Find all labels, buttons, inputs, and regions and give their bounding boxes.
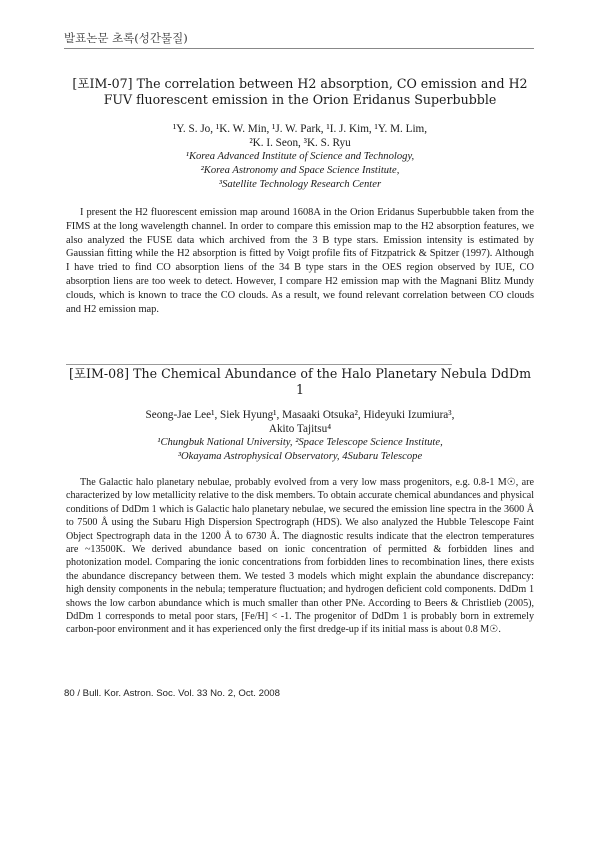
abstract-title: [포IM-07] The correlation between H2 absorption, CO emission and H2 FUV fluorescent emission in the Orion Eridanus Superbubble (72, 76, 528, 107)
running-head: 발표논문 초록(성간물질) (64, 31, 188, 45)
abstract-title: [포IM-08] The Chemical Abundance of the Halo Planetary Nebula DdDm 1 (68, 366, 532, 397)
author-list (66, 122, 534, 150)
affiliation-list (66, 436, 534, 464)
author-line: ¹Y. S. Jo, ¹K. W. Min, ¹J. W. Park, ¹I. J. Kim, ¹Y. M. Lim, (172, 123, 428, 135)
affiliation-line: ³Satellite Technology Research Center (218, 179, 382, 190)
affiliation-line: ³Okayama Astrophysical Observatory, 4Subaru Telescope (177, 451, 423, 462)
affiliation-line: ¹Korea Advanced Institute of Science and Technology, (185, 151, 415, 162)
author-list (66, 408, 534, 436)
abstract-im-08 (66, 366, 534, 637)
abstract-body: I present the H2 fluorescent emission map around 1608A in the Orion Eridanus Superbubble taken from the FIMS at the long wavelength channel. In order to compare this emission map to the H2 absorption features, we also analyzed the FUSE data which archived from the 3 B type stars. Emission intensity is estimated by Gaussian fitting while the H2 absorption is fitted by Voigt profile fits of Fitzpatrick & Spitzer (1997). Although I have tried to find CO absorption liens of the 34 B type stars in the OES region observed by IUE, CO absorption liens are too week to detect. However, I compare H2 emission map with the Magnani Blitz Mundy clouds, which is known to trace the CO clouds. As a result, we found relevant correlation between CO clouds and H2 emission map. (66, 207, 534, 315)
affiliation-line: ¹Chungbuk National University, ²Space Telescope Science Institute, (157, 437, 443, 448)
header-rule (64, 48, 534, 49)
abstract-body: The Galactic halo planetary nebulae, probably evolved from a very low mass progenitors, e.g. 0.8-1 M☉, are characterized by low metallicity relative to the disk members. To obtain accurate chemical abundances and physical conditions of DdDm 1 which is Galactic halo planetary nebulae, we secured the emission line spectra in the 3600 Å to 7500 Å using the Subaru High Dispersion Spectrograph (HDS). We also analyzed the Hubble Telescope Faint Object Spectrograph data in the 1200 Å to 6730 Å. The diagnostic results indicate that the electron temperatures are ~13500K. We derived abundance based on ionic concentration of permitted & forbidden lines and photonization model. Comparing the ionic concentrations from forbidden lines to recombination lines, there exists the abundance discrepancy between them. We tested 3 models which might explain the abundance discrepancy: high density components in the nebula; temperature fluctuation; and hydrogen deficient cold components. DdDm 1 shows the low carbon abundance which is much smaller than other PNe. According to Beers & Christlieb (2005), DdDm 1 corresponds to metal poor stars, [Fe/H] < -1. The progenitor of DdDm 1 is probably born in extremely carbon-poor environment and it has experienced only the first dredge-up if its initial mass is about 0.8 M☉. (66, 477, 534, 636)
page-footer: 80 / Bull. Kor. Astron. Soc. Vol. 33 No. 2, Oct. 2008 (64, 688, 280, 699)
affiliation-line: ²Korea Astronomy and Space Science Institute, (200, 165, 400, 176)
author-line: Seong-Jae Lee¹, Siek Hyung¹, Masaaki Otsuka², Hideyuki Izumiura³, (145, 409, 455, 421)
section-divider (66, 364, 452, 365)
author-line: Akito Tajitsu⁴ (268, 423, 332, 435)
abstract-im-07 (66, 76, 534, 316)
author-line: ²K. I. Seon, ³K. S. Ryu (249, 137, 351, 149)
affiliation-list (66, 150, 534, 192)
